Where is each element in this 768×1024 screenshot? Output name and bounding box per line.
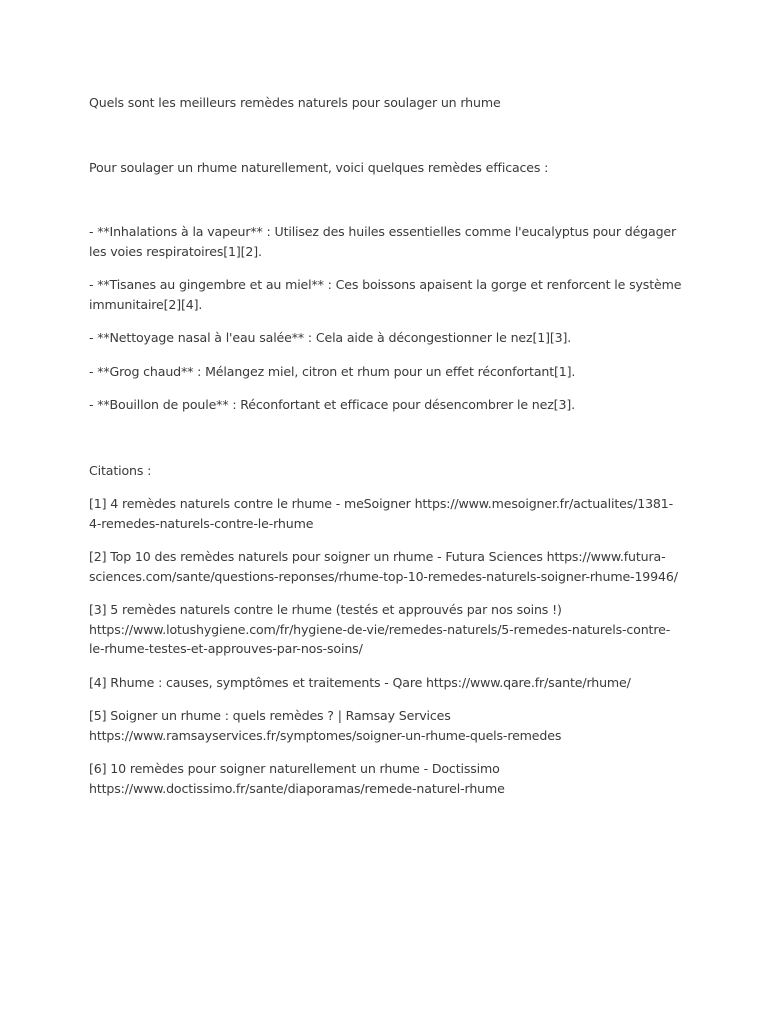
citation-item: [6] 10 remèdes pour soigner naturellement un rhume - Doctissimo https://www.doctissimo.fr/sante/diaporamas/remede-naturel-rhume — [89, 761, 505, 796]
citation-item: [3] 5 remèdes naturels contre le rhume (testés et approuvés par nos soins !) https://www.lotushygiene.com/fr/hygiene-de-vie/remedes-naturels/5-remedes-naturels-contre-le-rhume-testes-et-approuves-par-nos-soins/ — [89, 602, 671, 656]
remedy-item: - **Grog chaud** : Mélangez miel, citron et rhum pour un effet réconfortant[1]. — [89, 363, 576, 379]
intro-paragraph: Pour soulager un rhume naturellement, voici quelques remèdes efficaces : — [89, 159, 549, 175]
remedy-item: - **Tisanes au gingembre et au miel** : Ces boissons apaisent la gorge et renforcent le système immunitaire[2][4]. — [89, 277, 682, 312]
document-title: Quels sont les meilleurs remèdes naturels pour soulager un rhume — [89, 95, 501, 110]
citation-item: [4] Rhume : causes, symptômes et traitements - Qare https://www.qare.fr/sante/rhume/ — [89, 674, 631, 690]
remedy-item: - **Inhalations à la vapeur** : Utilisez des huiles essentielles comme l'eucalyptus pour dégager les voies respiratoires[1][2]. — [89, 224, 677, 259]
citation-item: [2] Top 10 des remèdes naturels pour soigner un rhume - Futura Sciences https://www.futura-sciences.com/sante/questions-reponses/rhume-top-10-remedes-naturels-soigner-rhume-19946/ — [89, 549, 678, 584]
citations-list — [89, 494, 682, 798]
citation-item: [5] Soigner un rhume : quels remèdes ? | Ramsay Services https://www.ramsayservices.fr/symptomes/soigner-un-rhume-quels-remedes — [89, 708, 562, 743]
remedies-list — [89, 222, 682, 415]
citations-heading: Citations : — [89, 462, 152, 478]
remedy-item: - **Bouillon de poule** : Réconfortant et efficace pour désencombrer le nez[3]. — [89, 397, 575, 412]
citation-item: [1] 4 remèdes naturels contre le rhume - meSoigner https://www.mesoigner.fr/actualites/1381-4-remedes-naturels-contre-le-rhume — [89, 496, 674, 531]
remedy-item: - **Nettoyage nasal à l'eau salée** : Cela aide à décongestionner le nez[1][3]. — [89, 330, 572, 345]
